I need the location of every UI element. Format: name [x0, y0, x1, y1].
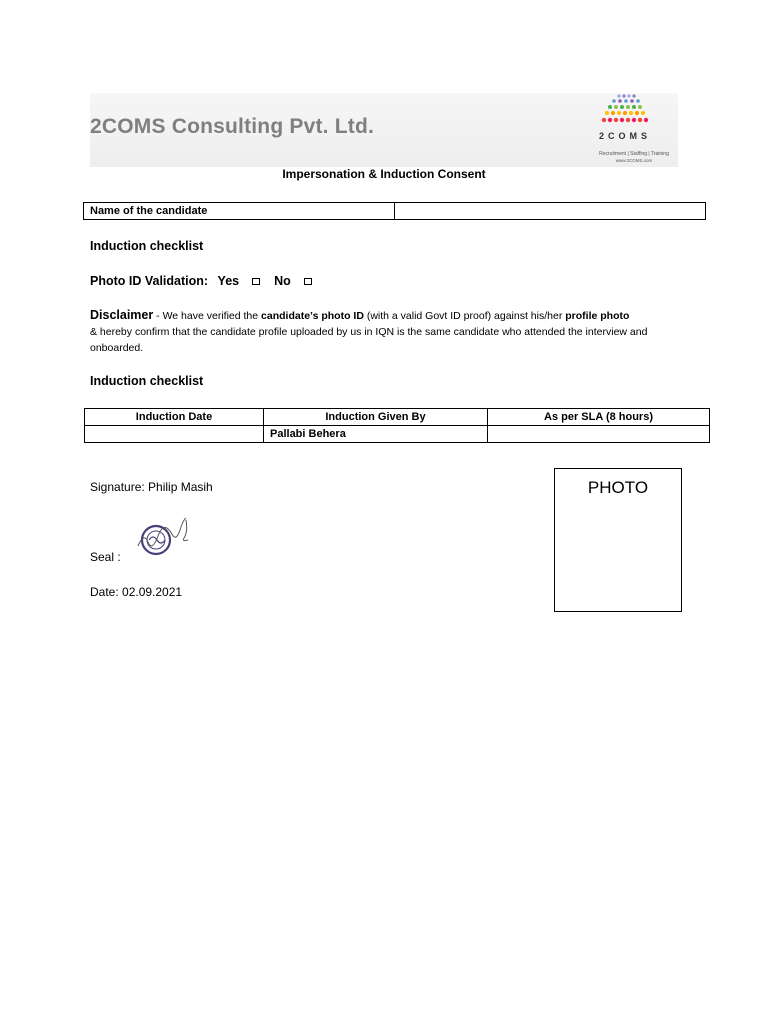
company-name: 2COMS Consulting Pvt. Ltd. — [90, 115, 375, 138]
induction-table — [84, 408, 710, 443]
disclaimer-text-1: We have verified the — [162, 310, 262, 322]
column-header-induction-date: Induction Date — [85, 409, 264, 426]
signature-line: Signature: Philip Masih — [90, 480, 213, 494]
cell-induction-date[interactable] — [85, 426, 264, 443]
photo-id-validation — [90, 274, 326, 288]
cell-induction-given-by: Pallabi Behera — [264, 426, 488, 443]
column-header-induction-given-by: Induction Given By — [264, 409, 488, 426]
disclaimer-paragraph — [90, 307, 690, 356]
disclaimer-lead: Disclaimer — [90, 308, 154, 322]
table-row — [85, 426, 710, 443]
table-row — [84, 203, 706, 220]
seal-label: Seal : — [90, 550, 121, 564]
candidate-name-label: Name of the candidate — [84, 203, 395, 220]
photo-box — [554, 468, 682, 612]
candidate-name-value[interactable] — [395, 203, 706, 220]
induction-checklist-heading-2: Induction checklist — [90, 374, 204, 388]
induction-checklist-heading: Induction checklist — [90, 239, 204, 253]
photo-label: PHOTO — [587, 478, 649, 497]
table-header-row — [85, 409, 710, 426]
yes-checkbox[interactable] — [252, 278, 260, 285]
logo-wordmark: 2COMS — [598, 131, 651, 141]
yes-label: Yes — [217, 274, 240, 288]
disclaimer-text-2: (with a valid Govt ID proof) against his/her — [363, 310, 566, 322]
date-line: Date: 02.09.2021 — [90, 585, 183, 599]
disclaimer-text-3: & hereby confirm that the candidate profile uploaded by us in IQN is the same candidate who attended the interview and onboarded. — [90, 326, 648, 354]
document-title: Impersonation & Induction Consent — [282, 167, 486, 181]
photo-id-label: Photo ID Validation: — [90, 274, 209, 288]
no-checkbox[interactable] — [304, 278, 312, 285]
logo-dots-icon — [597, 93, 657, 129]
candidate-name-table — [83, 202, 706, 220]
cell-sla[interactable] — [488, 426, 710, 443]
no-label: No — [274, 274, 291, 288]
disclaimer-bold-1: candidate’s photo ID — [261, 310, 364, 322]
seal-stamp-icon — [134, 516, 196, 560]
disclaimer-bold-2: profile photo — [565, 310, 630, 322]
logo-url: www.2COMS.com — [615, 158, 653, 163]
logo-tagline: Recruitment | Staffing | Training — [599, 151, 669, 157]
column-header-sla: As per SLA (8 hours) — [488, 409, 710, 426]
company-banner — [90, 93, 678, 167]
company-logo — [590, 93, 678, 167]
disclaimer-dash: - — [153, 310, 163, 322]
